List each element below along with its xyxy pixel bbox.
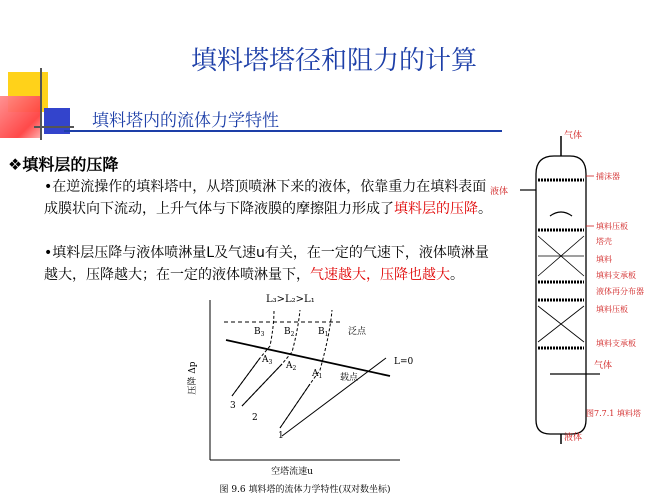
paragraph-1 xyxy=(44,176,500,220)
point-a2-label: $A_2$ xyxy=(286,361,297,372)
point-b2-label: $B_2$ xyxy=(284,327,295,338)
shell-label: 塔壳 xyxy=(596,237,612,246)
gas-out-label: 气体 xyxy=(564,131,583,141)
figure-caption: 图 9.6 填料塔的流体力学特性(双对数坐标) xyxy=(219,485,391,495)
liquid-in-label: 液体 xyxy=(490,187,509,197)
paragraph-2-lead: •填料层压降与液体喷淋量L及气速u有关，在一定的气速下，液体喷淋量越大，压降越大；在一定的液体喷淋量下， xyxy=(44,245,489,283)
paragraph-2-emphasis: 气速越大，压降也越大 xyxy=(310,267,450,283)
paragraph-1-lead: •在逆流操作的填料塔中，从塔顶喷淋下来的液体，依靠重力在填料表面成膜状向下流动，上升气体与下降液膜的摩擦阻力形成了 xyxy=(44,179,487,217)
distributor xyxy=(550,212,572,216)
legend-label: L₃>L₂>L₁ xyxy=(266,294,315,305)
curve-1 xyxy=(280,384,310,428)
point-a3-label: $A_3$ xyxy=(262,355,273,366)
tower-caption: 图7.7.1 填料塔 xyxy=(586,409,641,418)
curve-3-flood xyxy=(232,310,274,396)
slide-title: 填料塔塔径和阻力的计算 xyxy=(190,46,477,76)
packed-tower-figure xyxy=(490,128,666,448)
point-a1-label: $A_1$ xyxy=(312,369,323,380)
curve-label-3: 3 xyxy=(230,401,236,411)
tower-shell xyxy=(536,156,586,434)
demister-label: 捕沫器 xyxy=(596,172,620,181)
loading-point-label: 载点 xyxy=(340,373,359,383)
y-axis-label: 压降 Δp xyxy=(188,361,198,395)
packing-bed-lower xyxy=(538,306,584,342)
liquid-out-label: 液体 xyxy=(564,433,583,443)
decor-red-square xyxy=(0,96,42,138)
pressure-drop-figure xyxy=(180,288,430,496)
curve-label-1: 1 xyxy=(278,431,284,441)
bullet-heading-text: 填料层的压降 xyxy=(22,155,119,174)
packing-support-bottom-label: 填料支承板 xyxy=(596,339,636,348)
point-b1-label: $B_1$ xyxy=(318,327,329,338)
redistributor-label: 液体再分布器 xyxy=(596,287,644,296)
curve-label-2: 2 xyxy=(252,413,258,423)
subtitle-underline xyxy=(64,130,502,132)
slide-subtitle: 填料塔内的流体力学特性 xyxy=(92,111,279,131)
bullet-heading xyxy=(8,152,118,175)
dry-line-label: L=0 xyxy=(394,357,414,367)
paragraph-2-tail: 。 xyxy=(450,267,464,283)
curve-2-flood xyxy=(242,310,300,406)
curve-2 xyxy=(242,364,282,406)
diamond-bullet-icon: ❖ xyxy=(8,155,23,174)
point-b3-label: $B_3$ xyxy=(254,327,265,338)
paragraph-1-tail: 。 xyxy=(478,201,492,217)
decor-vertical-line xyxy=(40,68,42,140)
flooding-point-label: 泛点 xyxy=(348,327,367,337)
packing-label: 填料 xyxy=(596,255,612,264)
packing-press-mid-label: 填料压板 xyxy=(596,305,628,314)
packing-support-label: 填料支承板 xyxy=(596,271,636,280)
gas-in-label: 气体 xyxy=(594,361,613,371)
dry-line xyxy=(282,358,386,436)
paragraph-1-emphasis: 填料层的压降 xyxy=(394,201,478,217)
packing-bed-upper xyxy=(538,236,584,276)
packing-press-top-label: 填料压板 xyxy=(596,222,628,231)
x-axis-label: 空塔流速u xyxy=(271,467,313,477)
decor-horizontal-line xyxy=(34,126,74,128)
paragraph-2 xyxy=(44,242,500,286)
curve-3 xyxy=(232,358,260,396)
